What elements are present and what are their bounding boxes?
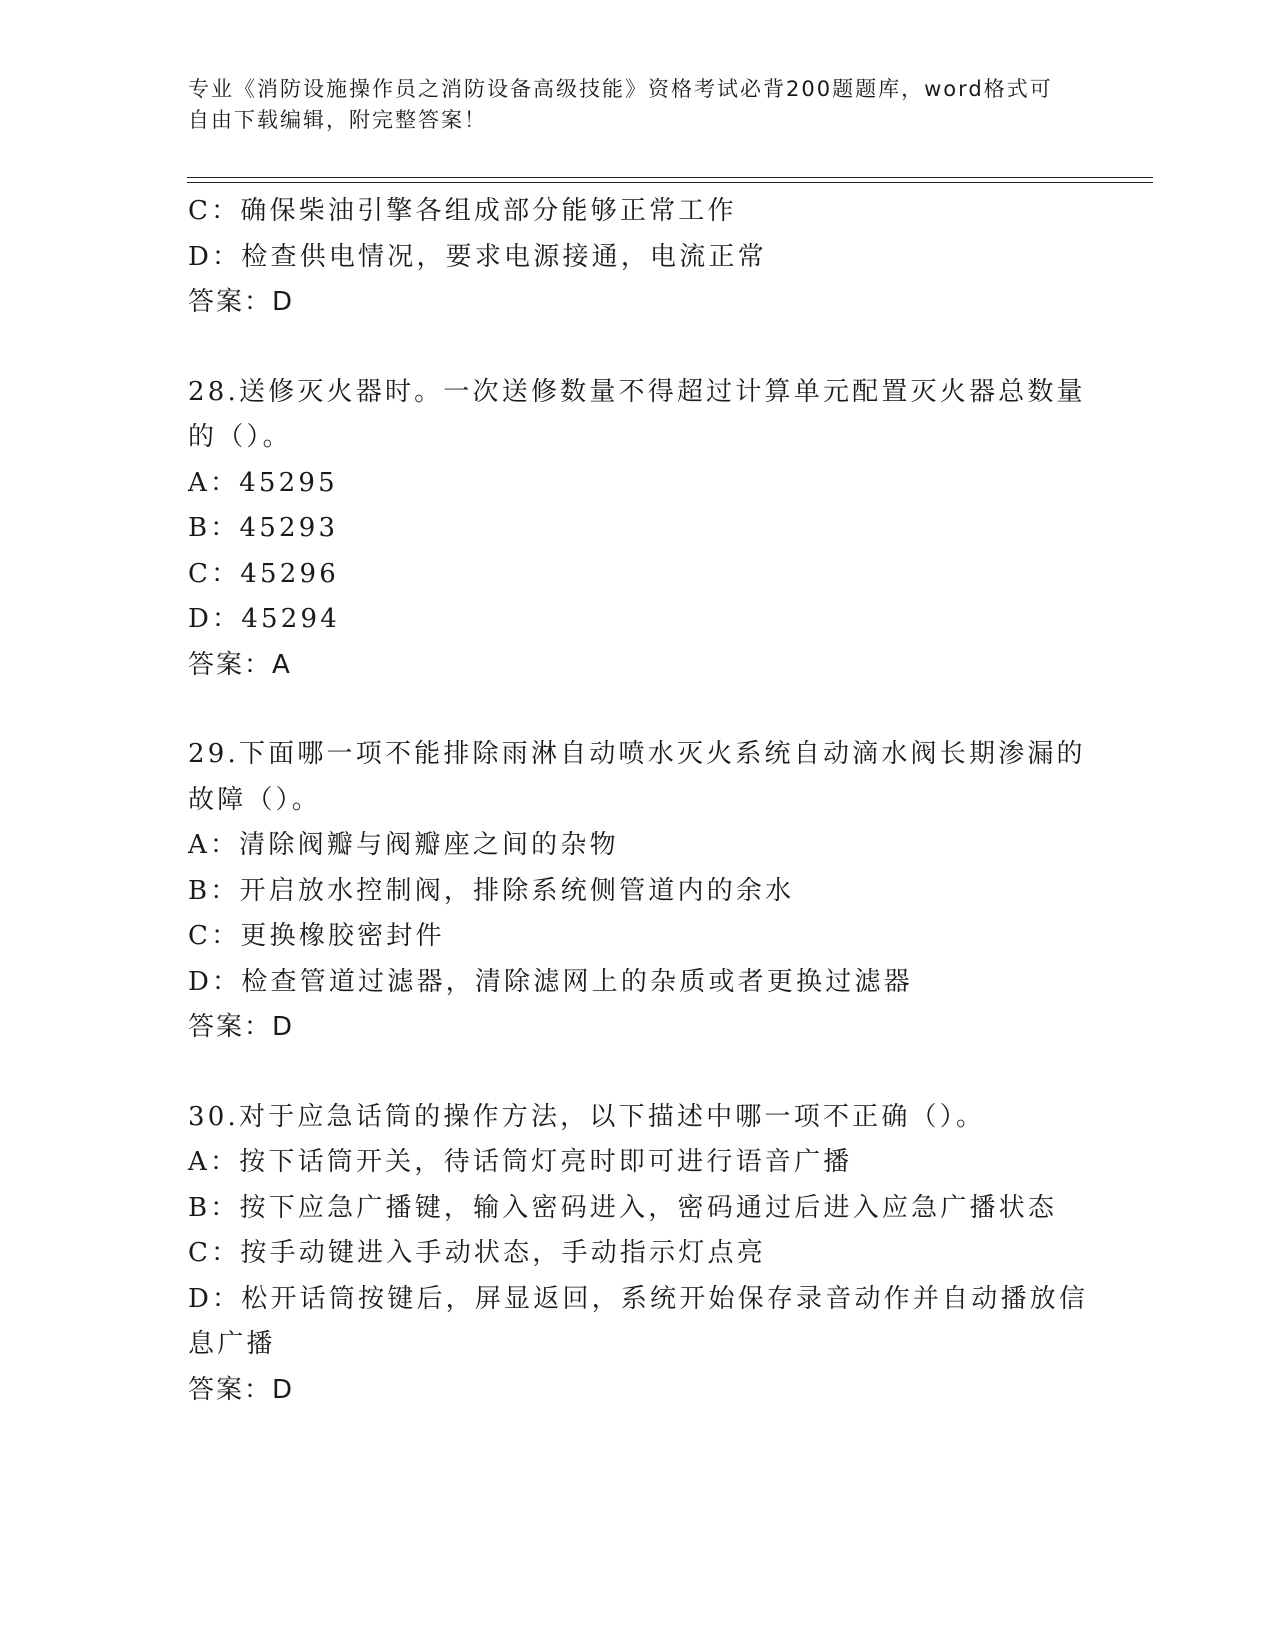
document-header: 专业《消防设施操作员之消防设备高级技能》资格考试必背200题题库，word格式可自由下载编辑，附完整答案！: [188, 77, 1053, 132]
option-c: C：确保柴油引擎各组成部分能够正常工作: [188, 196, 737, 226]
option-a: A：45295: [188, 467, 338, 498]
option-d: D：松开话筒按键后，屏显返回，系统开始保存录音动作并自动播放信: [188, 1283, 1089, 1314]
question-content: [188, 189, 1088, 1413]
spacer: [188, 326, 1088, 370]
previous-question-tail: [188, 189, 1088, 326]
option-a: A：按下话筒开关，待话筒灯亮时即可进行语音广播: [188, 1147, 853, 1177]
question-28: [188, 370, 1088, 689]
question-stem: 故障（）。: [188, 784, 322, 815]
option-b: B：开启放水控制阀，排除系统侧管道内的余水: [188, 875, 795, 906]
option-c: C：更换橡胶密封件: [188, 921, 445, 951]
option-d-continuation: 息广播: [188, 1329, 276, 1359]
answer-line: 答案：D: [188, 1012, 295, 1042]
answer-line: 答案：D: [188, 1374, 295, 1405]
question-29: [188, 732, 1088, 1051]
header-divider-bottom: [187, 182, 1153, 183]
question-stem: 28.送修灭火器时。一次送修数量不得超过计算单元配置灭火器总数量: [188, 376, 1086, 407]
option-c: C：按手动键进入手动状态，手动指示灯点亮: [188, 1238, 766, 1268]
answer-line: 答案：D: [188, 287, 295, 317]
option-c: C：45296: [188, 558, 340, 589]
option-d: D：45294: [188, 604, 340, 634]
spacer: [188, 1051, 1088, 1095]
option-b: B：按下应急广播键，输入密码进入，密码通过后进入应急广播状态: [188, 1192, 1058, 1223]
option-a: A：清除阀瓣与阀瓣座之间的杂物: [188, 830, 619, 860]
header-divider-top: [187, 177, 1153, 178]
answer-line: 答案：A: [188, 649, 292, 680]
option-b: B：45293: [188, 513, 339, 543]
option-d: D：检查供电情况，要求电源接通，电流正常: [188, 241, 767, 272]
option-d: D：检查管道过滤器，清除滤网上的杂质或者更换过滤器: [188, 966, 913, 997]
question-stem: 30.对于应急话筒的操作方法，以下描述中哪一项不正确（）。: [188, 1101, 986, 1132]
question-stem: 的（）。: [188, 422, 292, 452]
spacer: [188, 688, 1088, 732]
question-30: [188, 1095, 1088, 1414]
question-stem: 29.下面哪一项不能排除雨淋自动喷水灭火系统自动滴水阀长期渗漏的: [188, 739, 1086, 769]
